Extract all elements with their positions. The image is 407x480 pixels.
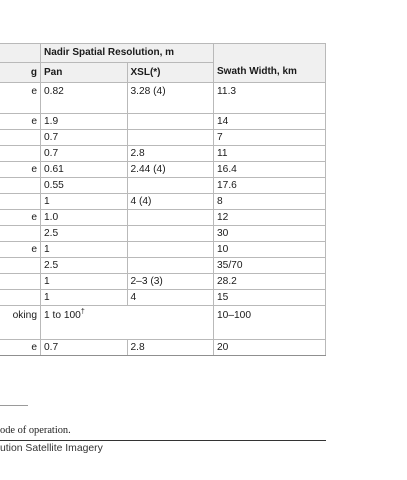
table-row xyxy=(0,194,326,210)
swath-cell: 14 xyxy=(214,114,326,130)
swath-cell: 28.2 xyxy=(214,274,326,290)
table-row xyxy=(0,242,326,258)
xsl-cell xyxy=(127,226,214,242)
pointing-cell: e xyxy=(0,162,41,178)
table-row xyxy=(0,114,326,130)
pan-cell: 1.0 xyxy=(41,210,128,226)
pointing-cell xyxy=(0,290,41,306)
xsl-cell: 4 (4) xyxy=(127,194,214,210)
xsl-cell xyxy=(127,210,214,226)
pan-cell: 0.7 xyxy=(41,340,128,356)
swath-cell: 20 xyxy=(214,340,326,356)
pan-cell: 1 xyxy=(41,290,128,306)
table-row xyxy=(0,290,326,306)
swath-cell: 12 xyxy=(214,210,326,226)
pointing-cell: e xyxy=(0,83,41,114)
swath-cell: 15 xyxy=(214,290,326,306)
footnote-text: ode of operation. xyxy=(0,425,71,436)
pointing-cell: e xyxy=(0,242,41,258)
swath-cell: 35/70 xyxy=(214,258,326,274)
xsl-cell xyxy=(127,242,214,258)
pointing-cell xyxy=(0,194,41,210)
satellite-specs-table xyxy=(0,43,326,356)
pan-cell: 1 xyxy=(41,274,128,290)
nadir-resolution-header: Nadir Spatial Resolution, m xyxy=(41,44,214,63)
pointing-cell xyxy=(0,258,41,274)
pan-cell: 0.82 xyxy=(41,83,128,114)
xsl-cell: 4 xyxy=(127,290,214,306)
dagger-footnote-mark: † xyxy=(80,308,85,316)
xsl-cell xyxy=(127,114,214,130)
pan-cell: 0.55 xyxy=(41,178,128,194)
footnote-divider xyxy=(0,405,28,406)
pan-cell: 0.61 xyxy=(41,162,128,178)
swath-cell: 7 xyxy=(214,130,326,146)
pan-header: Pan xyxy=(41,63,128,83)
page-footer-rule xyxy=(0,440,326,441)
table-row xyxy=(0,162,326,178)
pointing-cell xyxy=(0,178,41,194)
xsl-cell: 2.8 xyxy=(127,340,214,356)
table-row xyxy=(0,130,326,146)
xsl-cell: 2.44 (4) xyxy=(127,162,214,178)
xsl-cell: 2.8 xyxy=(127,146,214,162)
pan-cell: 0.7 xyxy=(41,146,128,162)
table-row xyxy=(0,306,326,340)
xsl-cell: 3.28 (4) xyxy=(127,83,214,114)
pan-cell: 1 xyxy=(41,194,128,210)
table-row xyxy=(0,83,326,114)
pointing-cell: e xyxy=(0,114,41,130)
swath-cell: 17.6 xyxy=(214,178,326,194)
pan-cell: 2.5 xyxy=(41,226,128,242)
swath-cell: 30 xyxy=(214,226,326,242)
xsl-cell: 2–3 (3) xyxy=(127,274,214,290)
pointing-header-cell xyxy=(0,44,41,63)
table-row xyxy=(0,258,326,274)
swath-cell: 10–100 xyxy=(214,306,326,340)
table-row xyxy=(0,226,326,242)
swath-cell: 8 xyxy=(214,194,326,210)
swath-cell: 16.4 xyxy=(214,162,326,178)
pan-cell: 2.5 xyxy=(41,258,128,274)
pan-value: 1 to 100 xyxy=(44,310,81,321)
pan-cell xyxy=(41,306,214,340)
table-row xyxy=(0,274,326,290)
xsl-cell xyxy=(127,178,214,194)
table-row xyxy=(0,146,326,162)
xsl-header: XSL(*) xyxy=(127,63,214,83)
pan-cell: 0.7 xyxy=(41,130,128,146)
pointing-header-fragment: g xyxy=(0,63,41,83)
swath-cell: 11.3 xyxy=(214,83,326,114)
xsl-cell xyxy=(127,130,214,146)
pointing-cell xyxy=(0,274,41,290)
pointing-cell xyxy=(0,226,41,242)
xsl-cell xyxy=(127,258,214,274)
pointing-cell xyxy=(0,130,41,146)
swath-cell: 11 xyxy=(214,146,326,162)
pan-cell: 1.9 xyxy=(41,114,128,130)
pointing-cell: e xyxy=(0,340,41,356)
table-row xyxy=(0,178,326,194)
pointing-cell: e xyxy=(0,210,41,226)
pan-cell: 1 xyxy=(41,242,128,258)
table-header-row-1 xyxy=(0,44,326,63)
table-row xyxy=(0,210,326,226)
pointing-cell: oking xyxy=(0,306,41,340)
running-footer: ution Satellite Imagery xyxy=(0,443,103,454)
swath-width-header: Swath Width, km xyxy=(214,44,326,83)
swath-cell: 10 xyxy=(214,242,326,258)
pointing-cell xyxy=(0,146,41,162)
table-row xyxy=(0,340,326,356)
